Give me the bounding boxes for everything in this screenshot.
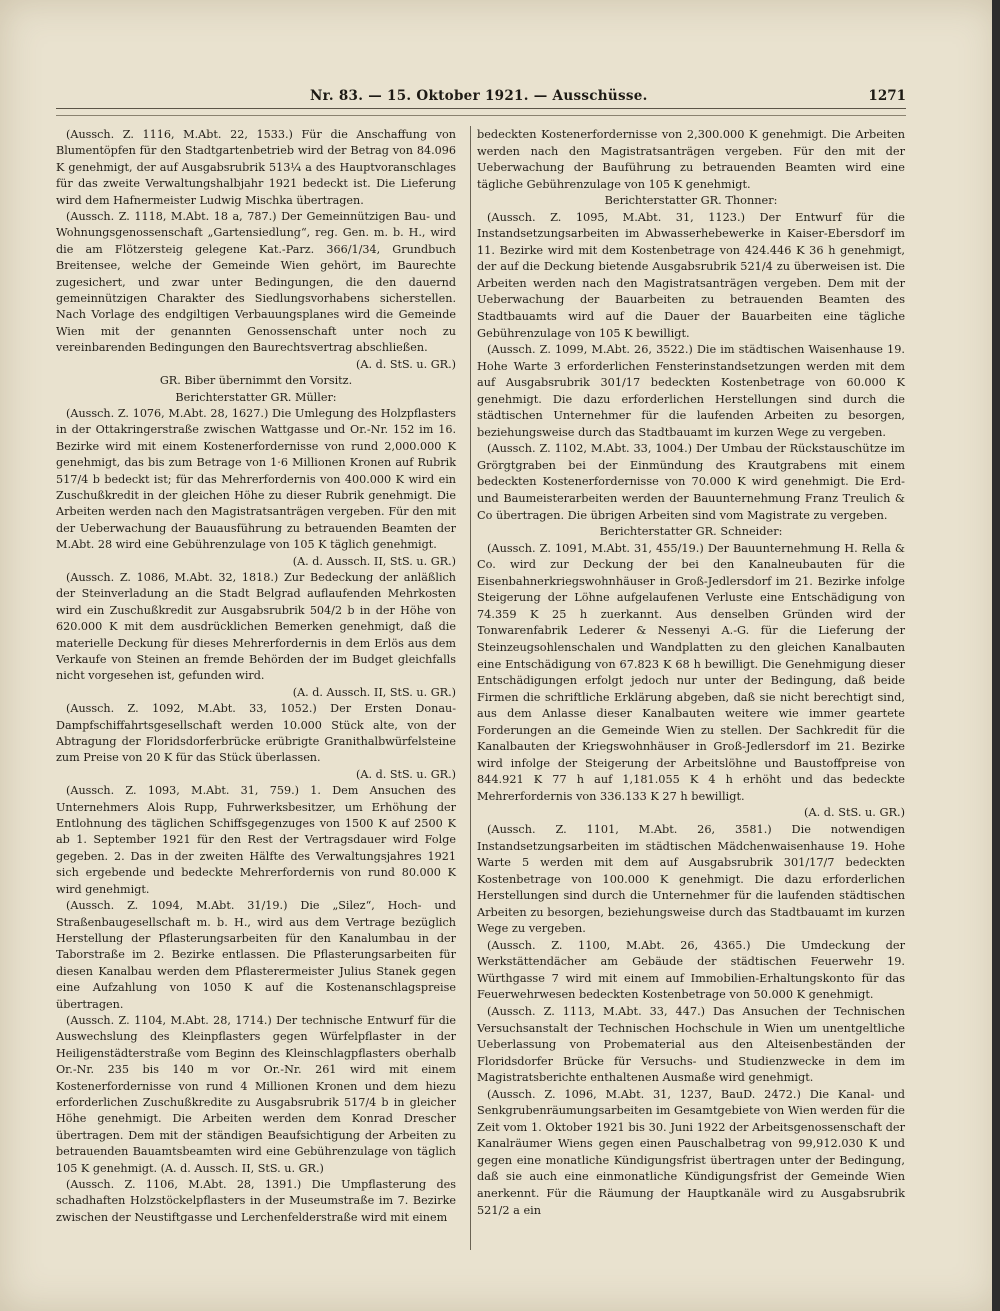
right-paragraph: (Aussch. Z. 1091, M.Abt. 31, 455/19.) Der Bauunternehmung H. Rella & Co. wird zur Deckung der bei den Kanalneubauten für die Eisenbahnerkriegswohnhäuser in Groß-Jedlersdorf im 21. Bezirke infolge Steigerung der Löhne aufgelaufenen Verluste eine Entschädigung von 74.359 K 25 h zuerkannt. Aus denselben Gründen wird der Tonwarenfabrik Lederer & Nessenyi A.-G. für die Lieferung der Steinzeugsohlenschalen und Wandplatten zu den gleichen Kanalbauten eine Entschädigung von 67.823 K 68 h bewilligt. Die Genehmigung dieser Entschädigungen erfolgt jedoch nur unter der Bedingung, daß beide Firmen die schriftliche Erklärung abgeben, daß sie nicht berechtigt sind, aus dem Anlasse dieser Kanalbauten weitere wie immer geartete Forderungen an die Gemeinde Wien zu stellen. Der Sachkredit für die Kanalbauten der Kriegswohnhäuser in Groß-Jedlersdorf im 21. Bezirke wird infolge der Steigerung der Arbeitslöhne und Baustoffpreise von 844.921 K 77 h auf 1,181.055 K 4 h erhöht und das bedeckte Mehrerfordernis von 336.133 K 27 h bewilligt.	[477, 541, 905, 803]
left-column	[56, 127, 456, 1226]
right-paragraph: (Aussch. Z. 1095, M.Abt. 31, 1123.) Der Entwurf für die Instandsetzungsarbeiten im Abwasserhebewerke in Kaiser-Ebersdorf im 11. Bezirke wird mit dem Kostenbetrage von 424.446 K 36 h genehmigt, der auf die Deckung bietende Ausgabsrubrik 521/4 zu überweisen ist. Die Arbeiten werden nach den Magistratsanträgen vergeben. Dem mit der Ueberwachung der Bauarbeiten zu betrauenden Beamten des Stadtbauamts wird auf die Dauer der Bauarbeiten eine tägliche Gebührenzulage von 105 K bewilligt.	[477, 210, 905, 340]
right-paragraph: (Aussch. Z. 1102, M.Abt. 33, 1004.) Der Umbau der Rückstauschütze im Grörgtgraben bei der Einmündung des Krautgrabens mit einem bedeckten Kostenerfordernisse von 70.000 K wird genehmigt. Die Erd- und Baumeisterarbeiten werden der Bauunternehmung Franz Treulich & Co übertragen. Die übrigen Arbeiten sind vom Magistrate zu vergeben.	[477, 442, 905, 522]
left-paragraph: (Aussch. Z. 1086, M.Abt. 32, 1818.) Zur Bedeckung der anläßlich der Steinverladung an die Stadt Belgrad auflaufenden Mehrkosten wird ein Zuschußkredit zur Ausgabsrubrik 504/2 b in der Höhe von 620.000 K mit dem ausdrücklichen Bemerken genehmigt, daß die materielle Deckung für dieses Mehrerfordernis in dem Erlös aus dem Verkaufe von Steinen an fremde Behörden der im Budget gleichfalls nicht vorgesehen ist, gefunden wird.	[56, 570, 456, 683]
left-committee-reference: (A. d. StS. u. GR.)	[356, 767, 456, 781]
right-column	[477, 127, 905, 1219]
left-section-heading: Berichterstatter GR. Müller:	[175, 390, 337, 404]
left-paragraph: (Aussch. Z. 1116, M.Abt. 22, 1533.) Für die Anschaffung von Blumentöpfen für den Stadtgartenbetrieb wird der Betrag von 84.096 K genehmigt, der auf Ausgabsrubrik 513¼ a des Hauptvoranschlages für das zweite Verwaltungshalbjahr 1921 bedeckt ist. Die Lieferung wird dem Hafnermeister Ludwig Mischka übertragen.	[56, 128, 456, 207]
right-paragraph: (Aussch. Z. 1113, M.Abt. 33, 447.) Das Ansuchen der Technischen Versuchsanstalt der Technischen Hochschule in Wien um unentgeltliche Ueberlassung von Probematerial aus den Alteisenbeständen der Floridsdorfer Brücke für Versuchs- und Studienzwecke in dem im Magistratsberichte enthaltenen Ausmaße wird genehmigt.	[477, 1004, 905, 1085]
left-paragraph: (Aussch. Z. 1094, M.Abt. 31/19.) Die „Silez“, Hoch- und Straßenbaugesellschaft m. b. H., wird aus dem Vertrage bezüglich Herstellung der Pflasterungsarbeiten für den Kanalumbau in der Taborstraße im 2. Bezirke entlassen. Die Pflasterungsarbeiten für diesen Kanalbau werden dem Pflasterermeister Julius Stanek gegen eine Aufzahlung von 1050 K auf die Kostenanschlagspreise übertragen.	[56, 899, 456, 1011]
left-paragraph: (Aussch. Z. 1076, M.Abt. 28, 1627.) Die Umlegung des Holzpflasters in der Ottakringerstraße zwischen Wattgasse und Or.-Nr. 152 im 16. Bezirke wird mit einem Kostenerfordernisse von rund 2,000.000 K genehmigt, das bis zum Betrage von 1·6 Millionen Kronen auf Rubrik 517/4 b bedeckt ist; für das Mehrerfordernis von 400.000 K wird ein Zuschußkredit in der gleichen Höhe zu dieser Rubrik genehmigt. Die Arbeiten werden nach den Magistratsanträgen vergeben. Für den mit der Ueberwachung der Bauausführung zu betrauenden Beamten der M.Abt. 28 wird eine Gebührenzulage von 105 K täglich genehmigt.	[56, 406, 456, 552]
right-section-heading: Berichterstatter GR. Schneider:	[599, 525, 783, 539]
header-rule	[56, 108, 906, 116]
right-committee-reference: (A. d. StS. u. GR.)	[804, 806, 905, 820]
page-header	[56, 88, 906, 106]
right-section-heading: Berichterstatter GR. Thonner:	[604, 194, 778, 208]
right-paragraph: (Aussch. Z. 1100, M.Abt. 26, 4365.) Die Umdeckung der Werkstättendächer am Gebäude der städtischen Feuerwehr 19. Würthgasse 7 wird mit einem auf Immobilien-Erhaltungskonto für das Feuerwehrwesen bedeckten Kostenbetrage von 50.000 K genehmigt.	[477, 938, 905, 1002]
right-paragraph: (Aussch. Z. 1096, M.Abt. 31, 1237, BauD. 2472.) Die Kanal- und Senkgrubenräumungsarbeiten im Gesamtgebiete von Wien werden für die Zeit vom 1. Oktober 1921 bis 30. Juni 1922 der Arbeitsgenossenschaft der Kanalräumer Wiens gegen einen Pauschalbetrag von 99,912.030 K und gegen eine monatliche Kündigungsfrist übertragen unter der Bedingung, daß sie auch eine einmonatliche Kündigungsfrist der Gemeinde Wien anerkennt. Für die Räumung der Hauptkanäle wird zu Ausgabsrubrik 521/2 a ein	[477, 1087, 905, 1217]
left-paragraph: (Aussch. Z. 1093, M.Abt. 31, 759.) 1. Dem Ansuchen des Unternehmers Alois Rupp, Fuhrwerksbesitzer, um Erhöhung der Entlohnung des täglichen Schiffsgegenzuges von 1500 K auf 2500 K ab 1. September 1921 für den Rest der Vertragsdauer wird Folge gegeben. 2. Das in der zweiten Hälfte des Verwaltungsjahres 1921 sich ergebende und bedeckte Mehrerfordernis von rund 80.000 K wird genehmigt.	[56, 784, 456, 896]
left-paragraph: (Aussch. Z. 1106, M.Abt. 28, 1391.) Die Umpflasterung des schadhaften Holzstöckelpflasters in der Museumstraße im 7. Bezirke zwischen der Neustiftgasse und Lerchenfelderstraße wird mit einem	[56, 1178, 456, 1224]
right-paragraph: bedeckten Kostenerfordernisse von 2,300.000 K genehmigt. Die Arbeiten werden nach den Magistratsanträgen vergeben. Für den mit der Ueberwachung der Bauführung zu betrauenden Beamten wird eine tägliche Gebührenzulage von 105 K genehmigt.	[477, 128, 905, 191]
scan-edge	[992, 0, 1000, 1311]
right-paragraph: (Aussch. Z. 1099, M.Abt. 26, 3522.) Die im städtischen Waisenhause 19. Hohe Warte 3 erforderlichen Fensterinstandsetzungen werden mit dem auf Ausgabsrubrik 301/17 bedeckten Kostenbetrage von 60.000 K genehmigt. Die dazu erforderlichen Herstellungen sind durch die städtischen Unternehmer für die laufenden Arbeiten zu besorgen, beziehungsweise durch das Stadtbauamt im kurzen Wege zu vergeben.	[477, 343, 905, 439]
left-committee-reference: (A. d. Aussch. II, StS. u. GR.)	[292, 554, 456, 568]
header-title: Nr. 83. — 15. Oktober 1921. — Ausschüsse.	[310, 88, 648, 104]
left-committee-reference: (A. d. StS. u. GR.)	[356, 357, 456, 371]
left-paragraph: (Aussch. Z. 1118, M.Abt. 18 a, 787.) Der Gemeinnützigen Bau- und Wohnungsgenossenschaft „Gartensiedlung“, reg. Gen. m. b. H., wird die am Flötzersteig gelegene Kat.-Parz. 366/1/34, Grundbuch Breitensee, welche der Gemeinde Wien gehört, im Baurechte zugesichert, und zwar unter Bedingungen, die den dauernd gemeinnützigen Charakter des Siedlungsvorhabens sicherstellen. Nach Vorlage des endgiltigen Verbauungsplanes wird die Gemeinde Wien mit der genannten Genossenschaft unter noch zu vereinbarenden Bedingungen den Baurechtsvertrag abschließen.	[56, 210, 456, 355]
column-divider	[470, 126, 471, 1250]
left-paragraph: (Aussch. Z. 1104, M.Abt. 28, 1714.) Der technische Entwurf für die Auswechslung des Kleinpflasters gegen Würfelpflaster in der Heiligenstädterstraße vom Beginn des Kleinschlagpflasters oberhalb Or.-Nr. 235 bis 140 m vor Or.-Nr. 261 wird mit einem Kostenerfordernisse von rund 4 Millionen Kronen und dem hiezu erforderlichen Zuschußkredite zu Ausgabsrubrik 517/4 b in gleicher Höhe genehmigt. Die Arbeiten werden dem Konrad Drescher übertragen. Dem mit der ständigen Beaufsichtigung der Arbeiten zu betrauenden Bauamtsbeamten wird eine Gebührenzulage von täglich 105 K genehmigt. (A. d. Aussch. II, StS. u. GR.)	[56, 1013, 456, 1175]
left-committee-reference: (A. d. Aussch. II, StS. u. GR.)	[292, 685, 456, 699]
right-paragraph: (Aussch. Z. 1101, M.Abt. 26, 3581.) Die notwendigen Instandsetzungsarbeiten im städtischen Mädchenwaisenhause 19. Hohe Warte 5 werden mit dem auf Ausgabsrubrik 301/17/7 bedeckten Kostenbetrage von 100.000 K genehmigt. Die dazu erforderlichen Herstellungen sind durch die Unternehmer für die laufenden städtischen Arbeiten zu besorgen, beziehungsweise durch das Stadtbauamt im kurzen Wege zu vergeben.	[477, 822, 905, 936]
left-section-heading: GR. Biber übernimmt den Vorsitz.	[159, 374, 353, 388]
page-number: 1271	[868, 88, 906, 104]
left-paragraph: (Aussch. Z. 1092, M.Abt. 33, 1052.) Der Ersten Donau-Dampfschiffahrtsgesellschaft werden 10.000 Stück alte, von der Abtragung der Floridsdorferbrücke erübrigte Granithalbwürfelsteine zum Preise von 20 K für das Stück überlassen.	[56, 702, 456, 765]
